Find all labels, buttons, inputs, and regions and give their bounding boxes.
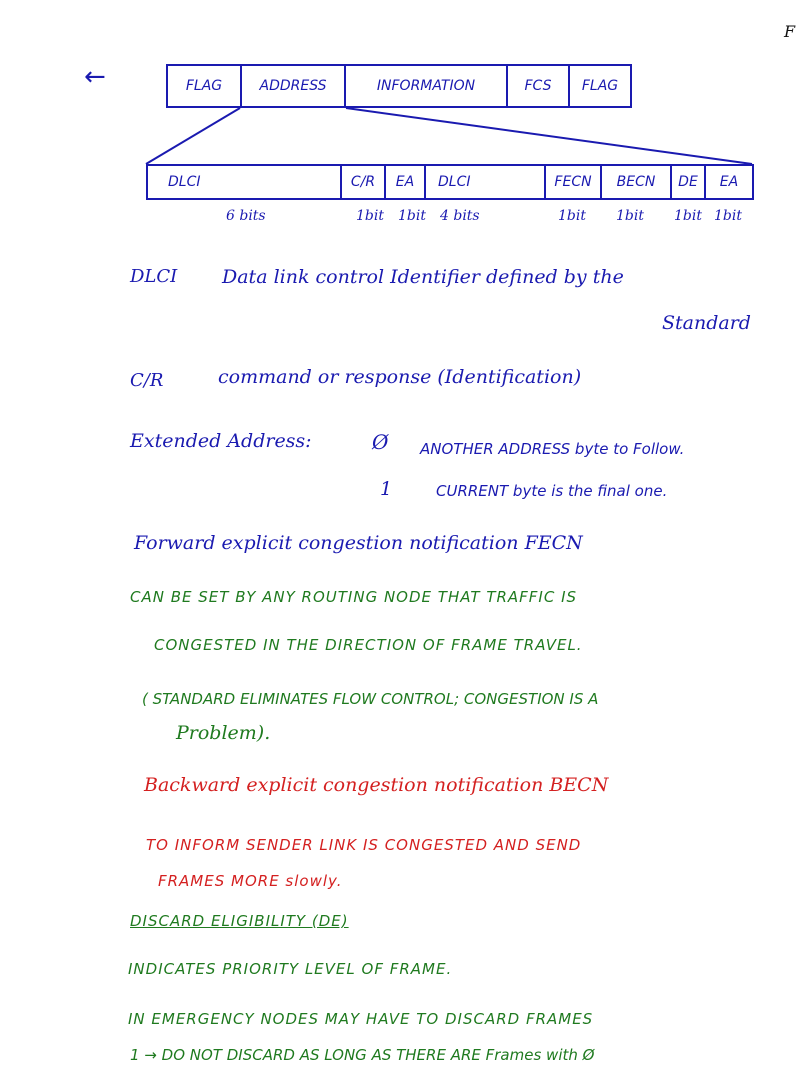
bits-becn: 1bit bbox=[616, 208, 644, 224]
ea-value-zero-text: ANOTHER ADDRESS byte to Follow. bbox=[420, 440, 685, 458]
ea-value-one: 1 bbox=[380, 478, 393, 500]
cr-term: C/R bbox=[130, 370, 164, 391]
addr-field-becn: BECN bbox=[602, 166, 672, 198]
frame-field-flag-start: FLAG bbox=[168, 66, 242, 106]
fecn-line-1: CAN BE SET BY ANY ROUTING NODE THAT TRAFFIC IS bbox=[130, 588, 578, 606]
addr-field-dlci-high: DLCI bbox=[148, 166, 342, 198]
ea-value-zero: Ø bbox=[372, 430, 389, 454]
frame-field-address: ADDRESS bbox=[242, 66, 346, 106]
addr-field-dlci-low: DLCI bbox=[426, 166, 546, 198]
becn-line-1: TO INFORM SENDER LINK IS CONGESTED AND SEND bbox=[146, 836, 582, 854]
frame-field-fcs: FCS bbox=[508, 66, 570, 106]
becn-title: Backward explicit congestion notification BECN bbox=[144, 774, 609, 796]
fecn-line-2: CONGESTED IN THE DIRECTION OF FRAME TRAVEL. bbox=[154, 636, 583, 654]
bits-cr: 1bit bbox=[356, 208, 384, 224]
bits-dlci-low: 4 bits bbox=[440, 208, 480, 224]
fecn-line-4: Problem). bbox=[176, 722, 271, 744]
left-arrow-icon: ← bbox=[84, 62, 106, 92]
de-line-2: IN EMERGENCY NODES MAY HAVE TO DISCARD FRAMES bbox=[128, 1010, 594, 1028]
bits-dlci-high: 6 bits bbox=[226, 208, 266, 224]
corner-mark: F bbox=[784, 22, 796, 41]
addr-field-de: DE bbox=[672, 166, 706, 198]
fecn-title: Forward explicit congestion notification FECN bbox=[134, 532, 583, 554]
dlci-definition-line-2: Standard bbox=[662, 312, 751, 334]
ea-term: Extended Address: bbox=[130, 430, 312, 452]
de-title: DISCARD ELIGIBILITY (DE) bbox=[130, 912, 349, 930]
dlci-definition-line-1: Data link control Identifier defined by the bbox=[222, 266, 624, 288]
bits-ea-2: 1bit bbox=[714, 208, 742, 224]
frame-field-information: INFORMATION bbox=[346, 66, 508, 106]
addr-field-cr: C/R bbox=[342, 166, 386, 198]
addr-field-ea-2: EA bbox=[719, 174, 739, 190]
addr-field-fecn: FECN bbox=[546, 166, 602, 198]
bits-fecn: 1bit bbox=[558, 208, 586, 224]
dlci-term: DLCI bbox=[130, 266, 178, 287]
de-line-3: 1 → DO NOT DISCARD AS LONG AS THERE ARE Frames with Ø bbox=[130, 1046, 595, 1064]
frame-field-flag-end: FLAG bbox=[581, 78, 619, 94]
bits-de: 1bit bbox=[674, 208, 702, 224]
fecn-line-3: ( STANDARD ELIMINATES FLOW CONTROL; CONGESTION IS A bbox=[142, 690, 599, 708]
cr-definition: command or response (Identification) bbox=[218, 366, 582, 388]
addr-field-ea-1: EA bbox=[386, 166, 426, 198]
ea-value-one-text: CURRENT byte is the final one. bbox=[436, 482, 668, 500]
address-field-diagram bbox=[146, 164, 754, 200]
bits-ea-1: 1bit bbox=[398, 208, 426, 224]
becn-line-2: FRAMES MORE slowly. bbox=[158, 872, 343, 890]
de-line-1: INDICATES PRIORITY LEVEL OF FRAME. bbox=[128, 960, 453, 978]
